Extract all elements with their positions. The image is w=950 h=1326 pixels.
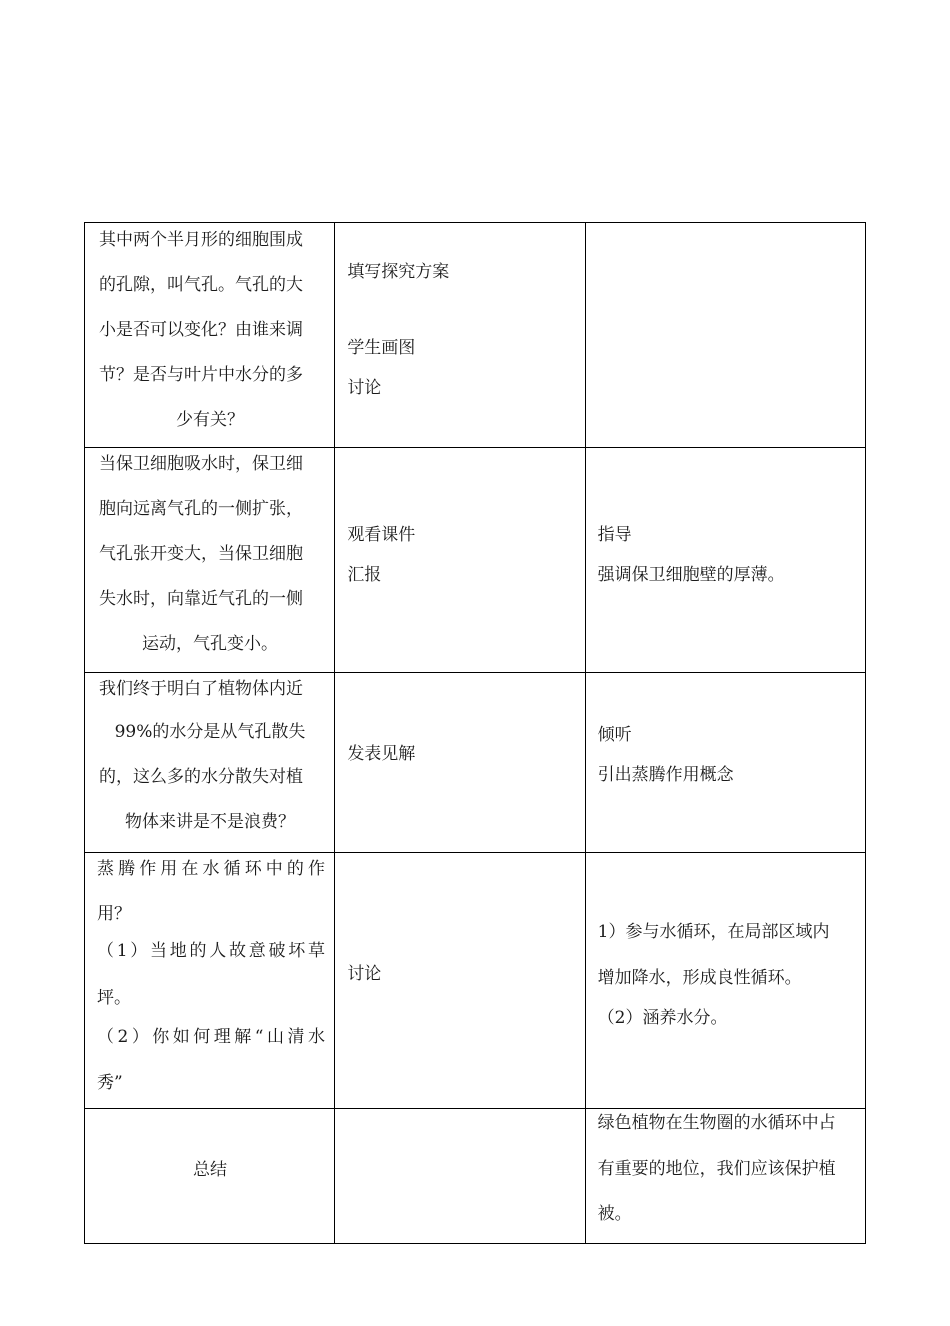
student-activity-cell [335,853,585,1109]
content-line: （2）你如何理解“山清水 [97,1027,325,1047]
content-line: 99%的水分是从气孔散失 [114,722,306,742]
student-activity-line: 发表见解 [347,744,416,764]
student-activity-line: 讨论 [347,964,382,984]
table-row [85,223,866,448]
content-line: 用？ [97,904,131,924]
content-cell [85,223,335,448]
content-cell [85,448,335,673]
content-line: 节？是否与叶片中水分的多 [99,365,303,385]
content-line: 失水时，向靠近气孔的一侧 [99,589,303,609]
content-line: 蒸腾作用在水循环中的作 [97,859,325,879]
lesson-plan-table [84,222,866,1244]
content-line: 物体来讲是不是浪费？ [125,812,295,832]
teacher-activity-line: 1）参与水循环，在局部区域内 [597,922,830,942]
student-activity-line: 观看课件 [347,525,416,545]
student-activity-line: 学生画图 [347,338,416,358]
content-line: 胞向远离气孔的一侧扩张， [99,499,303,519]
content-cell [85,1109,335,1244]
content-line: 其中两个半月形的细胞围成 [99,230,303,250]
teacher-activity-cell [585,1109,865,1244]
student-activity-cell [335,223,585,448]
teacher-activity-line: 强调保卫细胞壁的厚薄。 [597,565,785,585]
table-row [85,853,866,1109]
content-line: 运动，气孔变小。 [142,634,278,654]
content-line: 少有关？ [176,410,244,430]
content-line: 我们终于明白了植物体内近 [99,679,303,699]
content-cell [85,673,335,853]
teacher-activity-line: 指导 [597,525,632,545]
teacher-activity-line: 绿色植物在生物圈的水循环中占 [597,1113,836,1133]
student-activity-cell [335,1109,585,1244]
teacher-activity-line: （2）涵养水分。 [597,1008,728,1028]
content-line: 当保卫细胞吸水时，保卫细 [99,454,303,474]
student-activity-line: 汇报 [347,565,382,585]
content-line: 秀” [97,1073,123,1093]
content-line: 小是否可以变化？由谁来调 [99,320,303,340]
table-row [85,673,866,853]
content-line: 气孔张开变大，当保卫细胞 [99,544,303,564]
content-cell [85,853,335,1109]
teacher-activity-line: 被。 [597,1204,632,1224]
student-activity-line: 填写探究方案 [347,262,450,282]
teacher-activity-line: 增加降水，形成良性循环。 [597,968,802,988]
teacher-activity-cell [585,223,865,448]
teacher-activity-line: 倾听 [597,725,632,745]
table-row [85,1109,866,1244]
teacher-activity-line: 引出蒸腾作用概念 [597,765,734,785]
table-row [85,448,866,673]
teacher-activity-line: 有重要的地位，我们应该保护植 [597,1159,836,1179]
teacher-activity-cell [585,673,865,853]
teacher-activity-cell [585,448,865,673]
teacher-activity-cell [585,853,865,1109]
student-activity-cell [335,448,585,673]
content-line: 的孔隙，叫气孔。气孔的大 [99,275,303,295]
student-activity-line: 讨论 [347,378,382,398]
summary-label: 总结 [193,1160,227,1180]
content-line: 坪。 [97,988,131,1008]
content-line: 的，这么多的水分散失对植 [99,767,303,787]
content-line: （1）当地的人故意破坏草 [97,941,325,961]
student-activity-cell [335,673,585,853]
